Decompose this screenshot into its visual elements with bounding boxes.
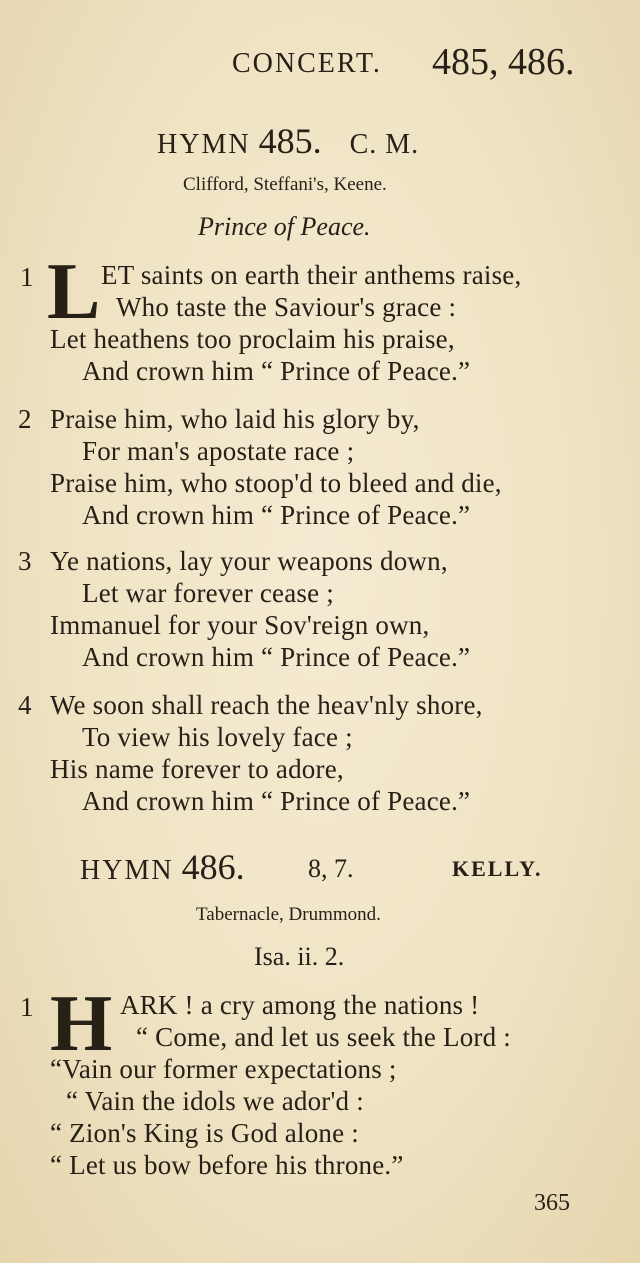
verse-line: And crown him “ Prince of Peace.” [82, 500, 471, 530]
stanza-number: 1 [20, 262, 34, 292]
verse-line: “ Vain the idols we ador'd : [66, 1086, 364, 1116]
hymn-486-heading [80, 846, 245, 888]
verse-line: And crown him “ Prince of Peace.” [82, 786, 471, 816]
verse-line: Immanuel for your Sov'reign own, [50, 610, 430, 640]
verse-line: And crown him “ Prince of Peace.” [82, 356, 471, 386]
verse-line: “ Let us bow before his throne.” [50, 1150, 404, 1180]
stanza-number: 4 [18, 690, 32, 720]
verse-line: Praise him, who stoop'd to bleed and die, [50, 468, 502, 498]
hymn-485-meter: C. M. [349, 129, 420, 160]
stanza-number: 2 [18, 404, 32, 434]
verse-line: Who taste the Saviour's grace : [116, 292, 457, 322]
hymn-486-label: HYMN [80, 855, 174, 886]
verse-line: Let war forever cease ; [82, 578, 334, 608]
verse-line: Let heathens too proclaim his praise, [50, 324, 455, 354]
hymn-486-tune: KELLY. [452, 856, 543, 881]
hymn-485-title: Prince of Peace. [198, 212, 371, 241]
hymn-486-reference: Isa. ii. 2. [254, 942, 345, 971]
hymn-485-tunes: Clifford, Steffani's, Keene. [183, 174, 387, 195]
hymn-485-label: HYMN [157, 129, 251, 160]
running-head-section: CONCERT. [232, 48, 382, 79]
verse-line: Praise him, who laid his glory by, [50, 404, 420, 434]
page-number: 365 [534, 1190, 570, 1216]
verse-line: For man's apostate race ; [82, 436, 355, 466]
drop-cap: L [47, 248, 101, 336]
drop-cap: H [50, 980, 113, 1068]
stanza-number: 1 [20, 992, 34, 1022]
verse-line: And crown him “ Prince of Peace.” [82, 642, 471, 672]
hymn-485-heading [157, 120, 419, 162]
hymn-485-number: 485. [258, 121, 322, 161]
verse-line: “Vain our former expectations ; [50, 1054, 397, 1084]
hymn-486-tunes: Tabernacle, Drummond. [196, 904, 381, 925]
hymn-486-number: 486. [181, 847, 245, 887]
verse-line: His name forever to adore, [50, 754, 344, 784]
verse-line: To view his lovely face ; [82, 722, 353, 752]
stanza-number: 3 [18, 546, 32, 576]
verse-line: “ Zion's King is God alone : [50, 1118, 359, 1148]
hymn-486-meter: 8, 7. [308, 854, 354, 883]
verse-line: ET saints on earth their anthems raise, [101, 260, 522, 290]
running-head-hymn-numbers: 485, 486. [432, 41, 575, 83]
verse-line: “ Come, and let us seek the Lord : [136, 1022, 511, 1052]
verse-line: ARK ! a cry among the nations ! [120, 990, 480, 1020]
verse-line: We soon shall reach the heav'nly shore, [50, 690, 483, 720]
verse-line: Ye nations, lay your weapons down, [50, 546, 448, 576]
